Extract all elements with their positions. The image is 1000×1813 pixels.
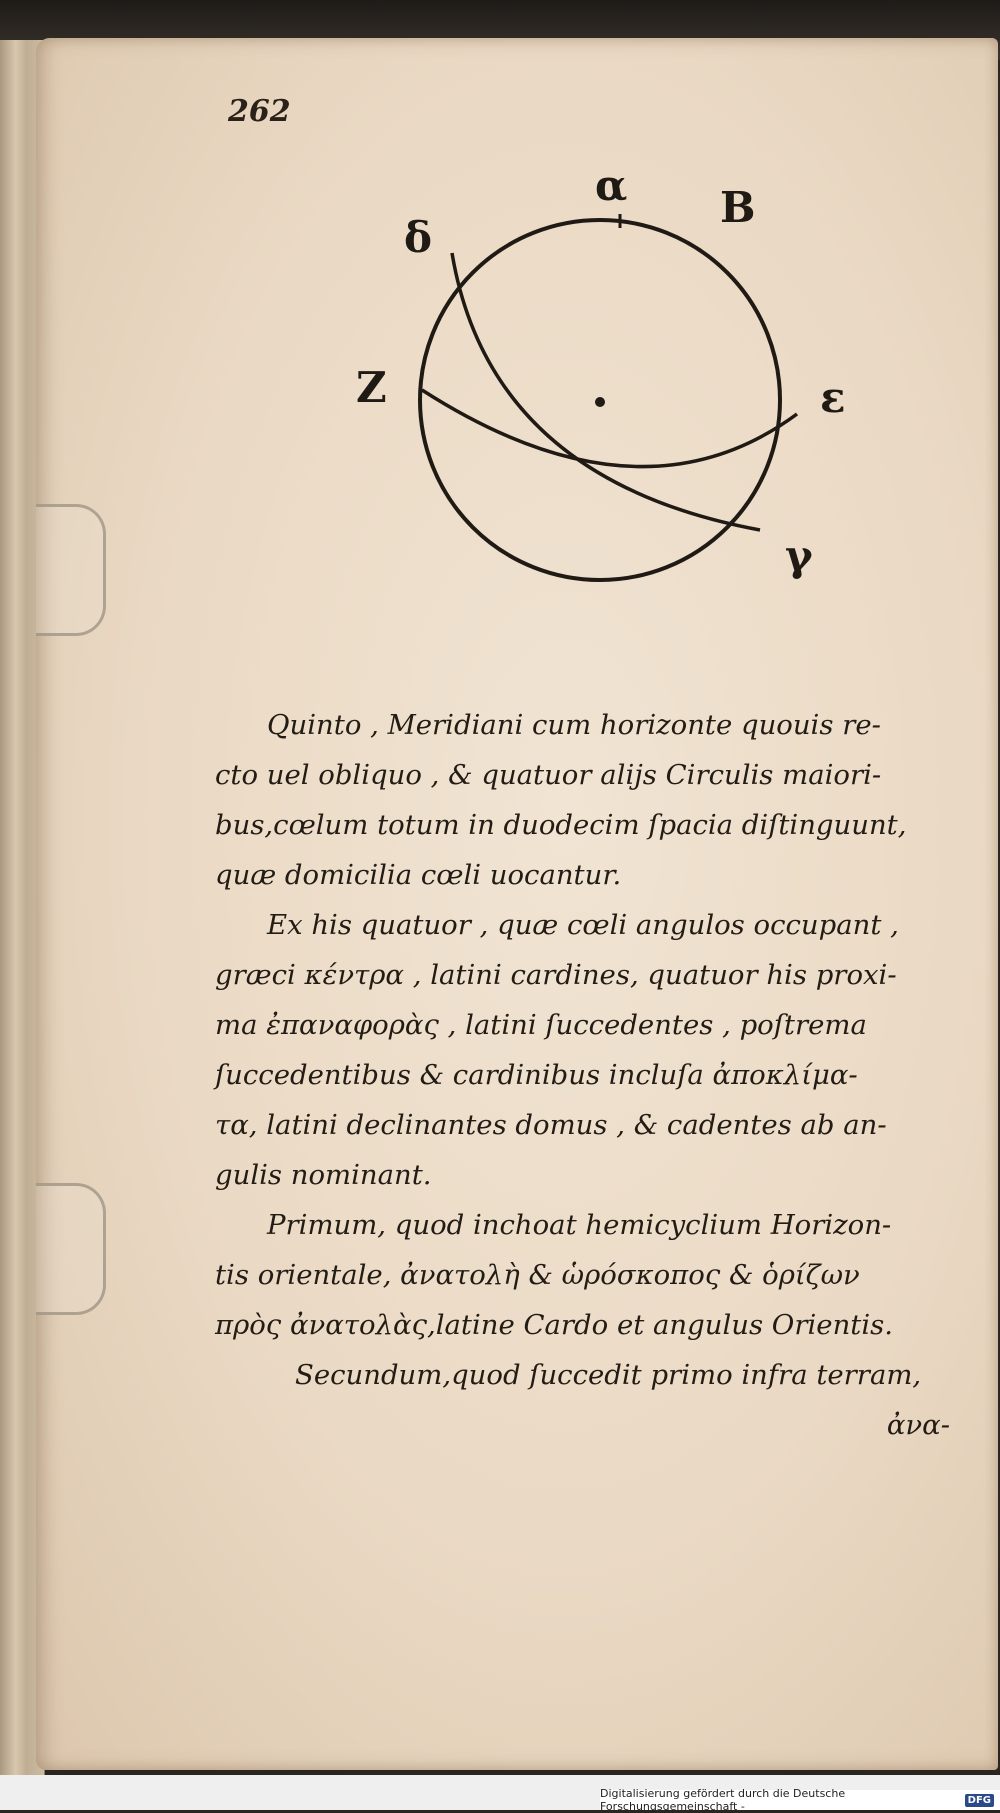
- text-line: ma ἐπαναφορὰς , latini ſuccedentes , poſtrema: [215, 1009, 867, 1041]
- credit-text: Digitalisierung gefördert durch die Deutsche Forschungsgemeinschaft -: [600, 1787, 846, 1813]
- label-beta: B: [720, 183, 756, 232]
- page-clip-lower: [36, 1183, 106, 1315]
- label-delta: δ: [404, 213, 433, 262]
- sphere-center-dot: [595, 397, 605, 407]
- text-line: ſuccedentibus & cardinibus incluſa ἀποκλίμα-: [215, 1059, 858, 1091]
- text-line: cto uel obliquo , & quatuor alijs Circulis maiori-: [215, 759, 882, 791]
- catchword: ἀνα-: [886, 1409, 950, 1441]
- label-alpha: α: [595, 161, 628, 210]
- text-line: Quinto , Meridiani cum horizonte quouis re-: [267, 709, 881, 741]
- dfg-logo: DFG: [965, 1794, 994, 1807]
- text-line: quæ domicilia cœli uocantur.: [215, 859, 622, 891]
- label-epsilon: ε: [820, 373, 846, 422]
- text-line: τα, latini declinantes domus , & cadentes ab an-: [215, 1109, 887, 1141]
- arc-delta-gamma: [452, 253, 760, 530]
- digitization-credit: [600, 1787, 1000, 1813]
- arc-zeta-epsilon: [422, 390, 797, 467]
- label-gamma: γ: [785, 531, 813, 580]
- text-line: Secundum,quod ſuccedit primo infra terram,: [295, 1359, 922, 1391]
- text-line: tis orientale, ἀνατολὴ & ὡρόσκοπος & ὁρίζων: [215, 1259, 860, 1291]
- text-line: πρὸς ἀνατολὰς,latine Cardo et angulus Orientis.: [215, 1309, 893, 1341]
- celestial-sphere-diagram: [340, 150, 860, 610]
- text-line: bus,cœlum totum in duodecim ſpacia diſtinguunt,: [215, 809, 907, 841]
- text-line: Primum, quod inchoat hemicyclium Horizon-: [267, 1209, 892, 1241]
- celestial-sphere-svg: [340, 150, 860, 610]
- text-line: Ex his quatuor , quæ cœli angulos occupant ,: [267, 909, 899, 941]
- page-clip-upper: [36, 504, 106, 636]
- body-text: [215, 700, 960, 1450]
- label-zeta: Ζ: [356, 363, 387, 412]
- page-number: 262: [228, 94, 291, 129]
- text-line: græci κέντρα , latini cardines, quatuor his proxi-: [215, 959, 897, 991]
- text-line: gulis nominant.: [215, 1159, 432, 1191]
